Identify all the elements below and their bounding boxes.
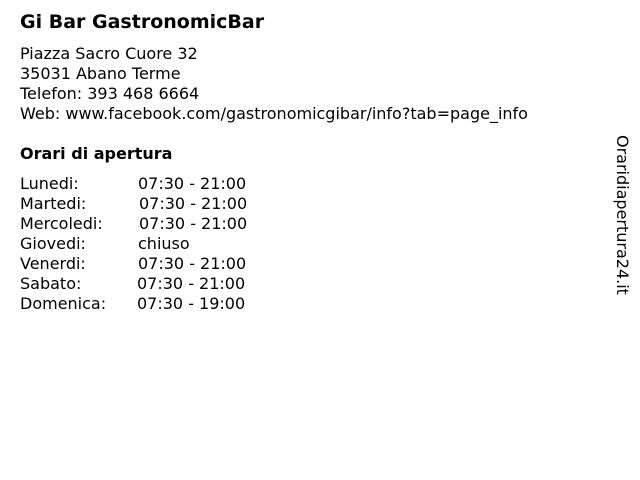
day-label: Sabato: <box>20 274 82 293</box>
time-value: 07:30 - 21:00 <box>138 174 247 193</box>
website-link[interactable]: Web: www.facebook.com/gastronomicgibar/info?tab=page_info <box>20 104 528 123</box>
day-label: Martedi: <box>20 194 87 213</box>
hours-row-friday <box>20 254 320 274</box>
time-value: 07:30 - 21:00 <box>138 254 247 273</box>
time-value: 07:30 - 21:00 <box>139 194 248 213</box>
day-label: Venerdi: <box>20 254 86 273</box>
opening-hours-table <box>20 174 320 314</box>
phone-number: Telefon: 393 468 6664 <box>20 84 200 103</box>
day-label: Mercoledi: <box>20 214 103 233</box>
day-label: Giovedi: <box>20 234 86 253</box>
hours-row-monday <box>20 174 320 194</box>
business-name: Gi Bar GastronomicBar <box>20 11 265 33</box>
hours-row-sunday <box>20 294 320 314</box>
opening-hours-heading: Orari di apertura <box>20 144 173 163</box>
day-label: Domenica: <box>20 294 107 313</box>
time-value: 07:30 - 21:00 <box>139 214 248 233</box>
hours-row-tuesday <box>20 194 320 214</box>
time-value: 07:30 - 19:00 <box>137 294 246 313</box>
address-street: Piazza Sacro Cuore 32 <box>20 44 198 63</box>
hours-row-thursday <box>20 234 320 254</box>
day-label: Lunedi: <box>20 174 79 193</box>
time-value: 07:30 - 21:00 <box>137 274 246 293</box>
site-watermark: Oraridiapertura24.it <box>613 135 632 295</box>
hours-row-wednesday <box>20 214 320 234</box>
time-value: chiuso <box>138 234 190 253</box>
address-city: 35031 Abano Terme <box>20 64 181 83</box>
hours-row-saturday <box>20 274 320 294</box>
business-info <box>20 44 528 124</box>
